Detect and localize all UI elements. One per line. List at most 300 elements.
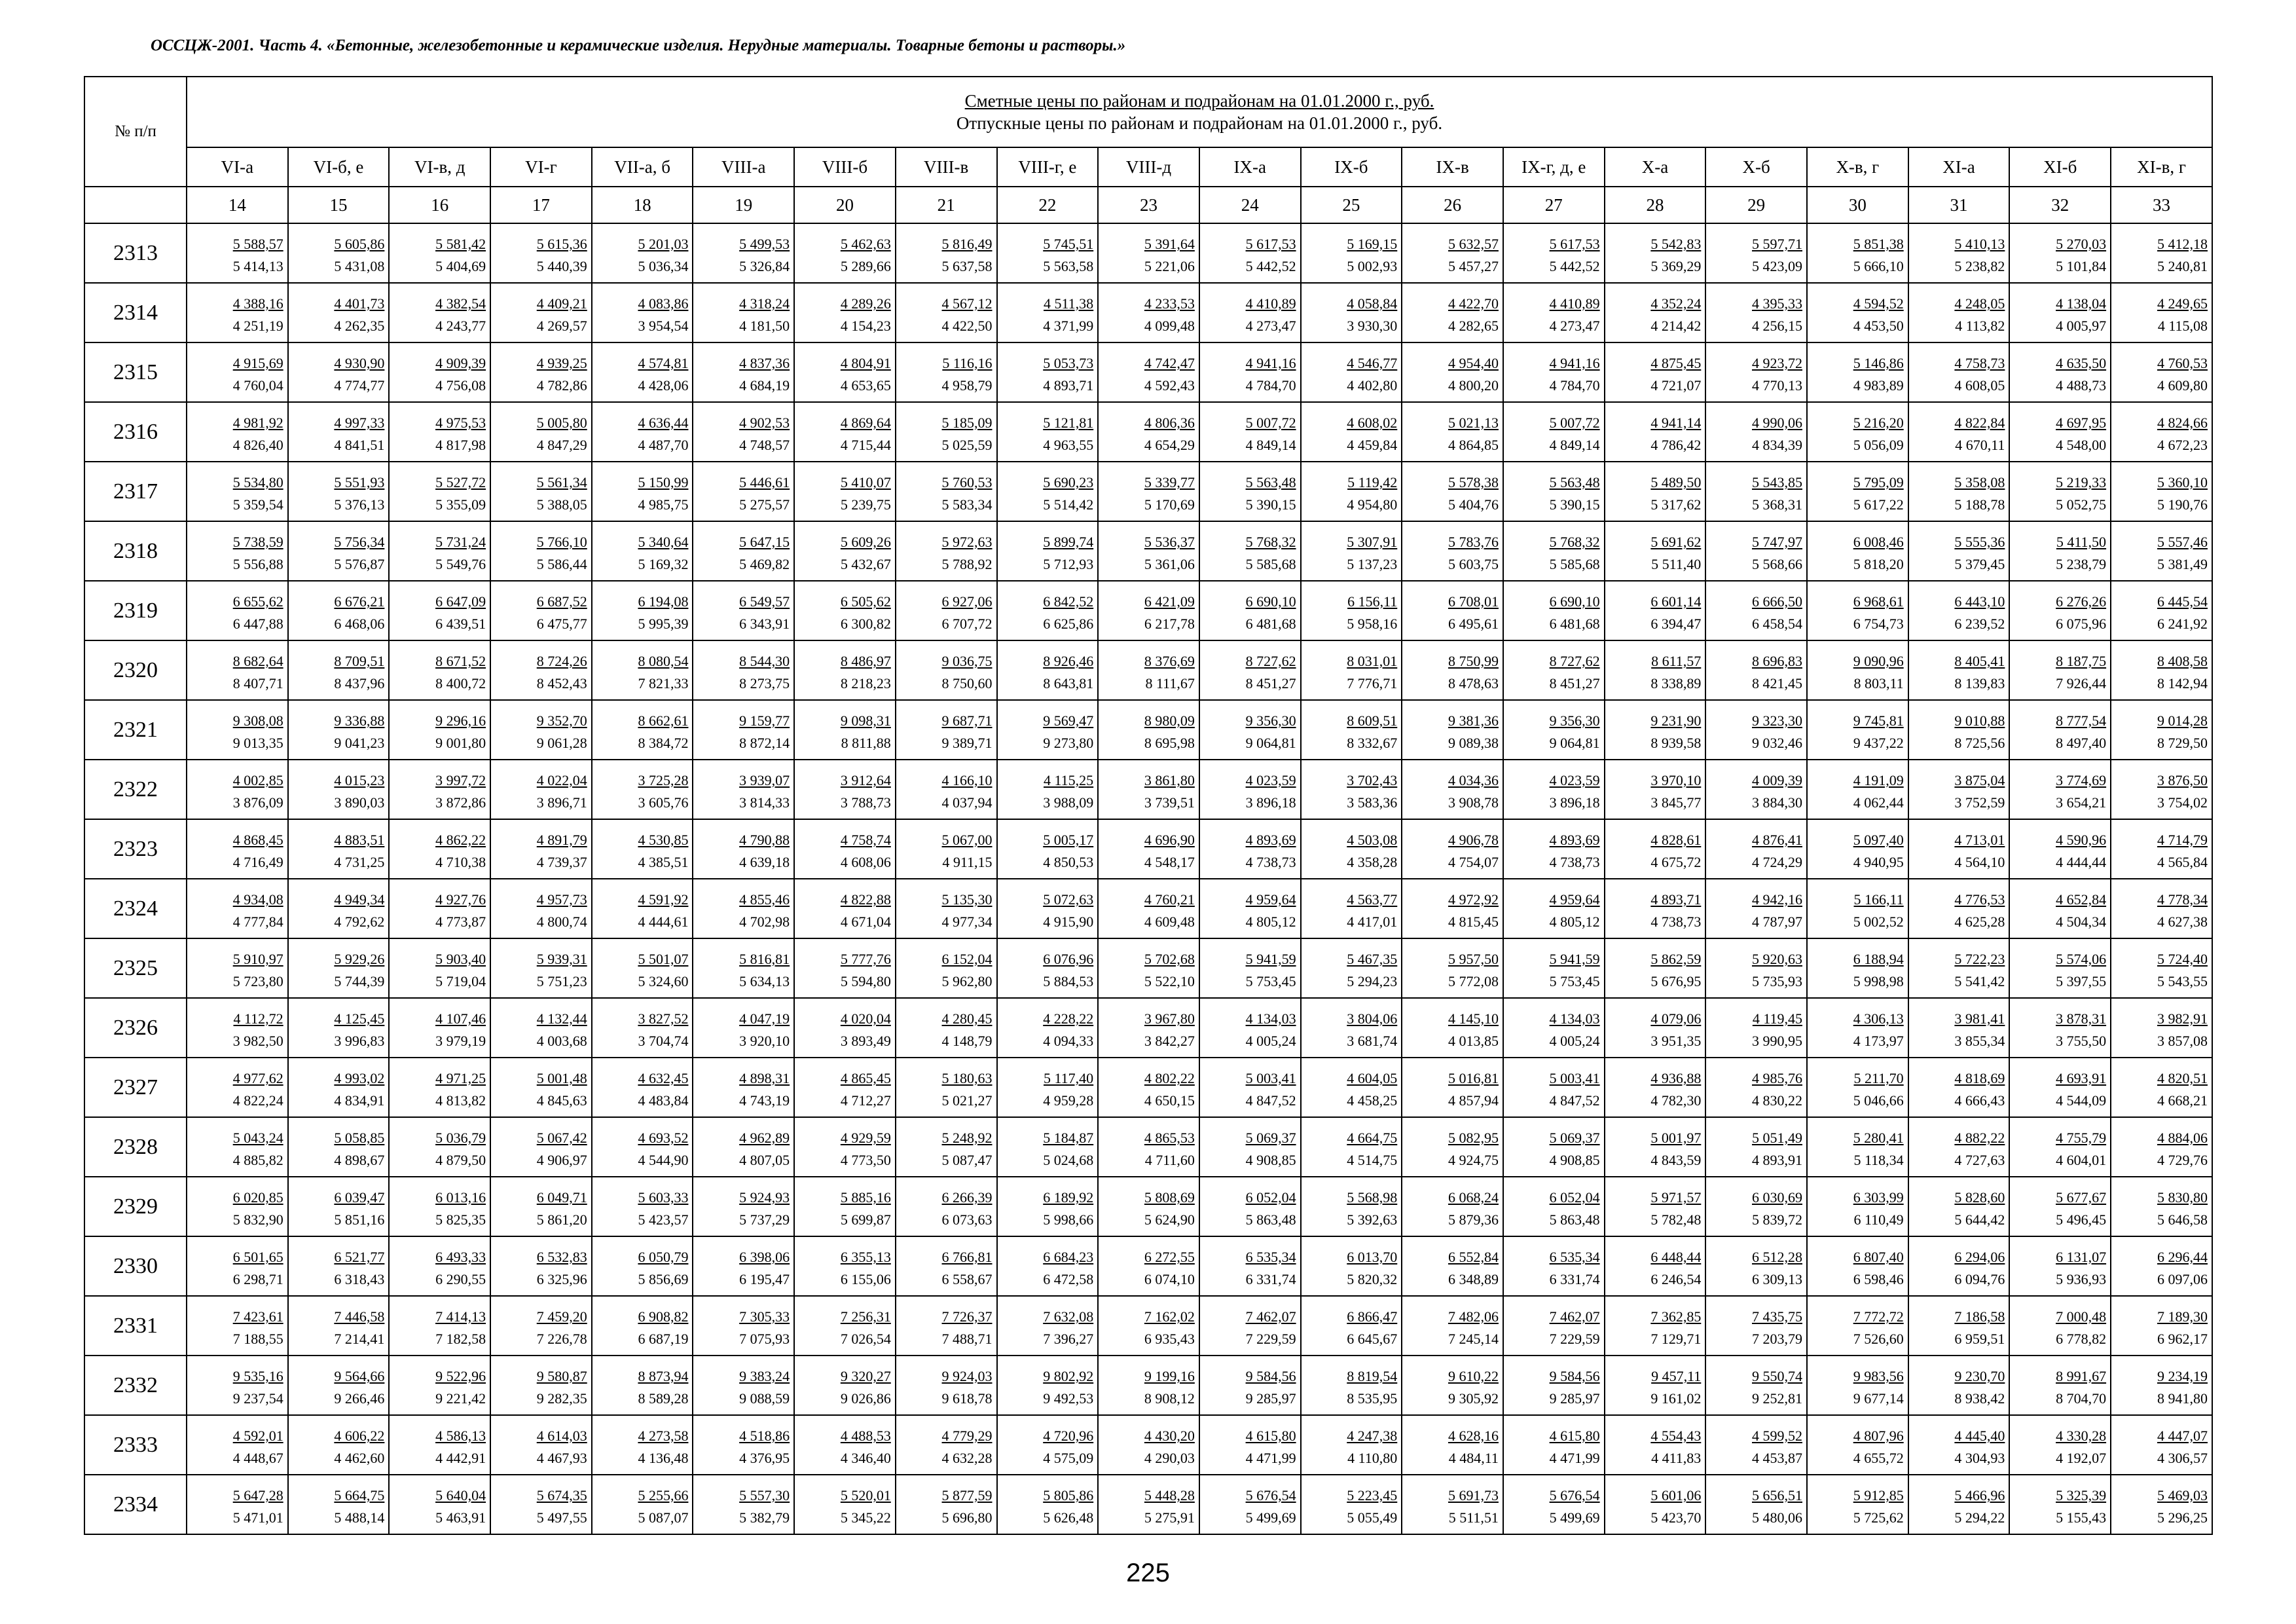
price-cell — [1705, 938, 1807, 998]
estimated-price: 5 534,80 — [232, 474, 283, 490]
release-price: 9 492,53 — [1043, 1390, 1094, 1407]
release-price: 4 721,07 — [1650, 377, 1702, 394]
release-price: 7 245,14 — [1448, 1331, 1499, 1347]
release-price: 7 203,79 — [1752, 1331, 1802, 1347]
release-price: 4 544,90 — [638, 1152, 689, 1168]
price-cell — [1705, 462, 1807, 521]
price-cell — [693, 1296, 794, 1356]
estimated-price: 4 488,53 — [840, 1428, 891, 1444]
release-price: 5 962,80 — [941, 973, 993, 989]
release-price: 4 442,91 — [435, 1450, 486, 1466]
estimated-price: 5 446,61 — [739, 474, 790, 490]
price-cell — [288, 223, 390, 283]
release-price: 4 817,98 — [435, 437, 486, 453]
price-cell — [1605, 1415, 1706, 1475]
price-cell — [187, 223, 288, 283]
estimated-price: 7 362,85 — [1650, 1308, 1702, 1325]
price-cell — [187, 1356, 288, 1415]
price-cell — [1301, 1415, 1402, 1475]
price-cell — [389, 760, 490, 819]
release-price: 4 609,48 — [1144, 913, 1195, 930]
estimated-price: 4 422,70 — [1448, 295, 1499, 312]
estimated-price: 4 410,89 — [1549, 295, 1600, 312]
release-price: 8 803,11 — [1853, 675, 1904, 692]
release-price: 5 723,80 — [232, 973, 283, 989]
table-row — [84, 1296, 2212, 1356]
price-cell — [389, 1475, 490, 1534]
release-price: 4 417,01 — [1347, 913, 1398, 930]
release-price: 5 294,23 — [1347, 973, 1398, 989]
release-price: 4 243,77 — [435, 318, 486, 334]
estimated-price: 5 795,09 — [1853, 474, 1904, 490]
estimated-price: 4 971,25 — [435, 1070, 486, 1086]
release-price: 9 064,81 — [1245, 735, 1296, 751]
estimated-price: 8 926,46 — [1043, 653, 1094, 669]
estimated-price: 5 551,93 — [334, 474, 385, 490]
release-price: 6 468,06 — [334, 616, 385, 632]
release-price: 6 075,96 — [2056, 616, 2107, 632]
price-cell — [1098, 1356, 1199, 1415]
price-cell — [2009, 1415, 2111, 1475]
price-cell — [1908, 283, 2010, 342]
price-cell — [592, 760, 693, 819]
estimated-price: 7 305,33 — [739, 1308, 790, 1325]
estimated-price: 4 134,03 — [1549, 1010, 1600, 1027]
estimated-price: 4 546,77 — [1347, 355, 1398, 371]
price-cell — [794, 998, 896, 1058]
estimated-price: 7 772,72 — [1853, 1308, 1904, 1325]
price-cell — [1098, 402, 1199, 462]
row-number: 2313 — [84, 223, 187, 283]
price-cell — [592, 1296, 693, 1356]
estimated-price: 3 997,72 — [435, 772, 486, 788]
price-cell — [1503, 1415, 1605, 1475]
price-cell — [1098, 938, 1199, 998]
release-price: 5 576,87 — [334, 556, 385, 572]
estimated-price: 5 722,23 — [1954, 951, 2005, 967]
release-price: 5 379,45 — [1954, 556, 2005, 572]
estimated-price: 5 912,85 — [1853, 1487, 1904, 1504]
row-number: 2331 — [84, 1296, 187, 1356]
price-cell — [1098, 462, 1199, 521]
price-cell — [389, 819, 490, 879]
price-cell — [288, 521, 390, 581]
estimated-price: 5 957,50 — [1448, 951, 1499, 967]
release-price: 5 361,06 — [1144, 556, 1195, 572]
release-price: 4 632,28 — [941, 1450, 993, 1466]
release-price: 8 938,42 — [1954, 1390, 2005, 1407]
release-price: 4 786,42 — [1650, 437, 1702, 453]
estimated-price: 5 150,99 — [638, 474, 689, 490]
release-price: 4 565,84 — [2157, 854, 2208, 870]
release-price: 5 568,66 — [1752, 556, 1802, 572]
release-price: 9 389,71 — [941, 735, 993, 751]
estimated-price: 7 414,13 — [435, 1308, 486, 1325]
region-header: VIII-г, е — [997, 147, 1099, 187]
release-price: 5 666,10 — [1853, 258, 1904, 274]
estimated-price: 4 941,16 — [1245, 355, 1296, 371]
estimated-price: 5 756,34 — [334, 534, 385, 550]
price-cell — [288, 1058, 390, 1117]
price-cell — [2009, 342, 2111, 402]
estimated-price: 4 289,26 — [840, 295, 891, 312]
price-cell — [1705, 342, 1807, 402]
price-cell — [997, 462, 1099, 521]
price-cell — [490, 1177, 592, 1236]
price-cell — [1503, 819, 1605, 879]
price-cell — [1402, 1117, 1503, 1177]
price-cell — [490, 879, 592, 938]
release-price: 4 898,67 — [334, 1152, 385, 1168]
price-cell — [896, 223, 997, 283]
release-price: 5 696,80 — [941, 1509, 993, 1526]
estimated-price: 5 001,48 — [536, 1070, 587, 1086]
price-cell — [2111, 1475, 2212, 1534]
estimated-price: 4 058,84 — [1347, 295, 1398, 312]
row-number: 2324 — [84, 879, 187, 938]
release-price: 5 646,58 — [2157, 1211, 2208, 1228]
estimated-price: 4 975,53 — [435, 415, 486, 431]
release-price: 5 856,69 — [638, 1271, 689, 1287]
estimated-price: 6 030,69 — [1752, 1189, 1802, 1206]
release-price: 6 458,54 — [1752, 616, 1802, 632]
release-price: 5 603,75 — [1448, 556, 1499, 572]
release-price: 5 637,58 — [941, 258, 993, 274]
estimated-price: 9 381,36 — [1448, 712, 1499, 729]
price-cell — [1503, 1296, 1605, 1356]
release-price: 5 397,55 — [2056, 973, 2107, 989]
price-cell — [997, 1356, 1099, 1415]
price-cell — [389, 998, 490, 1058]
release-price: 5 404,76 — [1448, 496, 1499, 513]
release-price: 4 444,44 — [2056, 854, 2107, 870]
price-cell — [389, 223, 490, 283]
estimated-price: 6 303,99 — [1853, 1189, 1904, 1206]
estimated-price: 5 184,87 — [1043, 1130, 1094, 1146]
release-price: 6 481,68 — [1245, 616, 1296, 632]
region-header: VII-a, б — [592, 147, 693, 187]
release-price: 5 753,45 — [1245, 973, 1296, 989]
release-price: 9 161,02 — [1650, 1390, 1702, 1407]
price-cell — [794, 1236, 896, 1296]
estimated-price: 4 503,08 — [1347, 832, 1398, 848]
estimated-price: 6 690,10 — [1549, 593, 1600, 610]
release-price: 6 343,91 — [739, 616, 790, 632]
release-price: 5 190,76 — [2157, 496, 2208, 513]
estimated-price: 9 569,47 — [1043, 712, 1094, 729]
estimated-price: 5 816,81 — [739, 951, 790, 967]
estimated-price: 9 036,75 — [941, 653, 993, 669]
price-cell — [389, 462, 490, 521]
price-cell — [490, 223, 592, 283]
price-cell — [896, 1058, 997, 1117]
price-cell — [1301, 342, 1402, 402]
estimated-price: 6 355,13 — [840, 1249, 891, 1265]
release-price: 8 908,12 — [1144, 1390, 1195, 1407]
price-cell — [693, 998, 794, 1058]
price-cell — [997, 640, 1099, 700]
price-cell — [1301, 1475, 1402, 1534]
release-price: 4 428,06 — [638, 377, 689, 394]
release-price: 5 381,49 — [2157, 556, 2208, 572]
estimated-price: 4 824,66 — [2157, 415, 2208, 431]
release-price: 6 558,67 — [941, 1271, 993, 1287]
estimated-price: 5 745,51 — [1043, 236, 1094, 252]
estimated-price: 6 708,01 — [1448, 593, 1499, 610]
release-price: 5 296,25 — [2157, 1509, 2208, 1526]
price-cell — [1098, 581, 1199, 640]
price-cell — [187, 1177, 288, 1236]
estimated-price: 6 535,34 — [1245, 1249, 1296, 1265]
price-cell — [1503, 938, 1605, 998]
release-price: 8 407,71 — [232, 675, 283, 692]
release-price: 5 052,75 — [2056, 496, 2107, 513]
estimated-price: 6 039,47 — [334, 1189, 385, 1206]
column-number: 28 — [1605, 187, 1706, 223]
release-price: 5 432,67 — [840, 556, 891, 572]
estimated-price: 5 830,80 — [2157, 1189, 2208, 1206]
estimated-price: 3 774,69 — [2056, 772, 2107, 788]
price-cell — [1402, 462, 1503, 521]
price-cell — [997, 1296, 1099, 1356]
estimated-price: 5 563,48 — [1549, 474, 1600, 490]
estimated-price: 6 152,04 — [941, 951, 993, 967]
estimated-price: 4 990,06 — [1752, 415, 1802, 431]
price-cell — [1199, 581, 1301, 640]
price-cell — [2111, 402, 2212, 462]
price-cell — [1705, 1117, 1807, 1177]
price-cell — [1098, 1117, 1199, 1177]
estimated-price: 8 609,51 — [1347, 712, 1398, 729]
price-cell — [1402, 402, 1503, 462]
estimated-price: 5 910,97 — [232, 951, 283, 967]
region-header: VI-б, е — [288, 147, 390, 187]
price-cell — [1503, 760, 1605, 819]
release-price: 4 985,75 — [638, 496, 689, 513]
estimated-price: 4 714,79 — [2157, 832, 2208, 848]
release-price: 4 422,50 — [941, 318, 993, 334]
price-cell — [592, 223, 693, 283]
release-price: 5 782,48 — [1650, 1211, 1702, 1228]
price-cell — [288, 581, 390, 640]
estimated-price: 5 929,26 — [334, 951, 385, 967]
release-price: 5 499,69 — [1245, 1509, 1296, 1526]
release-price: 5 324,60 — [638, 973, 689, 989]
price-cell — [1301, 283, 1402, 342]
release-price: 4 864,85 — [1448, 437, 1499, 453]
price-cell — [592, 819, 693, 879]
estimated-price: 5 647,28 — [232, 1487, 283, 1504]
price-cell — [794, 1177, 896, 1236]
price-cell — [1199, 1356, 1301, 1415]
release-price: 3 605,76 — [638, 794, 689, 811]
release-price: 6 239,52 — [1954, 616, 2005, 632]
price-cell — [1908, 1236, 2010, 1296]
table-row — [84, 521, 2212, 581]
release-price: 5 440,39 — [536, 258, 587, 274]
price-cell — [1705, 879, 1807, 938]
release-price: 8 273,75 — [739, 675, 790, 692]
release-price: 9 032,46 — [1752, 735, 1802, 751]
estimated-price: 4 957,73 — [536, 891, 587, 908]
estimated-price: 8 671,52 — [435, 653, 486, 669]
price-cell — [1705, 283, 1807, 342]
release-price: 6 935,43 — [1144, 1331, 1195, 1347]
release-price: 5 863,48 — [1549, 1211, 1600, 1228]
estimated-price: 5 768,32 — [1245, 534, 1296, 550]
estimated-price: 5 656,51 — [1752, 1487, 1802, 1504]
release-price: 4 963,55 — [1043, 437, 1094, 453]
release-price: 5 712,93 — [1043, 556, 1094, 572]
price-cell — [490, 998, 592, 1058]
row-number: 2316 — [84, 402, 187, 462]
estimated-price: 4 401,73 — [334, 295, 385, 312]
price-cell — [1402, 521, 1503, 581]
estimated-price: 7 186,58 — [1954, 1308, 2005, 1325]
release-price: 6 625,86 — [1043, 616, 1094, 632]
table-row — [84, 283, 2212, 342]
column-number: 21 — [896, 187, 997, 223]
release-price: 4 444,61 — [638, 913, 689, 930]
price-cell — [1705, 1356, 1807, 1415]
price-cell — [997, 760, 1099, 819]
estimated-price: 6 521,77 — [334, 1249, 385, 1265]
row-number: 2314 — [84, 283, 187, 342]
release-price: 5 514,42 — [1043, 496, 1094, 513]
price-cell — [1807, 1058, 1908, 1117]
price-cell — [187, 879, 288, 938]
release-price: 4 471,99 — [1245, 1450, 1296, 1466]
estimated-price: 4 804,91 — [840, 355, 891, 371]
estimated-price: 6 927,06 — [941, 593, 993, 610]
release-price: 4 675,72 — [1650, 854, 1702, 870]
price-cell — [997, 521, 1099, 581]
estimated-price: 9 383,24 — [739, 1368, 790, 1384]
price-cell — [389, 1177, 490, 1236]
estimated-price: 4 909,39 — [435, 355, 486, 371]
price-cell — [2009, 938, 2111, 998]
release-price: 4 173,97 — [1853, 1033, 1904, 1049]
estimated-price: 6 505,62 — [840, 593, 891, 610]
release-price: 5 586,44 — [536, 556, 587, 572]
price-cell — [2111, 223, 2212, 283]
estimated-price: 3 725,28 — [638, 772, 689, 788]
release-price: 6 246,54 — [1650, 1271, 1702, 1287]
price-cell — [997, 938, 1099, 998]
release-price: 7 776,71 — [1347, 675, 1398, 692]
estimated-price: 5 051,49 — [1752, 1130, 1802, 1146]
estimated-price: 5 255,66 — [638, 1487, 689, 1504]
price-cell — [1503, 402, 1605, 462]
estimated-price: 5 360,10 — [2157, 474, 2208, 490]
release-price: 4 402,80 — [1347, 377, 1398, 394]
estimated-price: 5 067,42 — [536, 1130, 587, 1146]
release-price: 4 849,14 — [1245, 437, 1296, 453]
estimated-price: 9 323,30 — [1752, 712, 1802, 729]
release-price: 4 754,07 — [1448, 854, 1499, 870]
price-cell — [1301, 640, 1402, 700]
release-price: 5 496,45 — [2056, 1211, 2107, 1228]
price-cell — [1098, 640, 1199, 700]
price-cell — [2111, 819, 2212, 879]
estimated-price: 5 581,42 — [435, 236, 486, 252]
estimated-price: 4 884,06 — [2157, 1130, 2208, 1146]
release-price: 4 655,72 — [1853, 1450, 1904, 1466]
release-price: 4 666,43 — [1954, 1092, 2005, 1109]
estimated-price: 9 320,27 — [840, 1368, 891, 1384]
estimated-price-title: Сметные цены по районам и подрайонам на 01.01.2000 г., руб. — [964, 91, 1434, 111]
estimated-price: 4 590,96 — [2056, 832, 2107, 848]
price-cell — [2111, 998, 2212, 1058]
price-cell — [1705, 1058, 1807, 1117]
price-cell — [693, 938, 794, 998]
price-cell — [693, 1236, 794, 1296]
release-price: 6 447,88 — [232, 616, 283, 632]
release-price: 4 471,99 — [1549, 1450, 1600, 1466]
estimated-price: 8 980,09 — [1144, 712, 1195, 729]
price-cell — [1402, 1236, 1503, 1296]
price-cell — [2111, 1415, 2212, 1475]
estimated-price: 5 677,67 — [2056, 1189, 2107, 1206]
estimated-price: 6 684,23 — [1043, 1249, 1094, 1265]
row-number: 2333 — [84, 1415, 187, 1475]
price-cell — [1402, 283, 1503, 342]
release-price: 3 872,86 — [435, 794, 486, 811]
estimated-price: 6 493,33 — [435, 1249, 486, 1265]
estimated-price: 4 119,45 — [1752, 1010, 1802, 1027]
price-cell — [1705, 1415, 1807, 1475]
estimated-price: 5 058,85 — [334, 1130, 385, 1146]
estimated-price: 4 837,36 — [739, 355, 790, 371]
estimated-price: 4 615,80 — [1245, 1428, 1296, 1444]
price-cell — [592, 283, 693, 342]
release-price: 8 142,94 — [2157, 675, 2208, 692]
estimated-price: 6 013,70 — [1347, 1249, 1398, 1265]
price-cell — [490, 402, 592, 462]
row-number: 2329 — [84, 1177, 187, 1236]
price-cell — [1605, 1058, 1706, 1117]
table-row — [84, 998, 2212, 1058]
release-price: 4 908,85 — [1245, 1152, 1296, 1168]
estimated-price: 4 112,72 — [233, 1010, 283, 1027]
release-price: 5 369,29 — [1650, 258, 1702, 274]
release-price: 5 788,92 — [941, 556, 993, 572]
estimated-price: 7 162,02 — [1144, 1308, 1195, 1325]
estimated-price: 4 318,24 — [739, 295, 790, 312]
price-cell — [1705, 1296, 1807, 1356]
price-cell — [693, 1177, 794, 1236]
release-price: 9 285,97 — [1245, 1390, 1296, 1407]
estimated-price: 5 005,17 — [1043, 832, 1094, 848]
price-cell — [389, 1356, 490, 1415]
estimated-price: 8 709,51 — [334, 653, 385, 669]
price-cell — [187, 342, 288, 402]
price-cell — [1705, 402, 1807, 462]
price-cell — [794, 1117, 896, 1177]
estimated-price: 9 199,16 — [1144, 1368, 1195, 1384]
release-price: 5 221,06 — [1144, 258, 1195, 274]
price-cell — [490, 1117, 592, 1177]
price-cell — [592, 938, 693, 998]
release-price: 5 376,13 — [334, 496, 385, 513]
release-price: 8 941,80 — [2157, 1390, 2208, 1407]
release-price: 4 136,48 — [638, 1450, 689, 1466]
column-number: 25 — [1301, 187, 1402, 223]
release-price: 5 563,58 — [1043, 258, 1094, 274]
price-cell — [490, 1296, 592, 1356]
release-price: 4 273,47 — [1549, 318, 1600, 334]
table-row — [84, 700, 2212, 760]
